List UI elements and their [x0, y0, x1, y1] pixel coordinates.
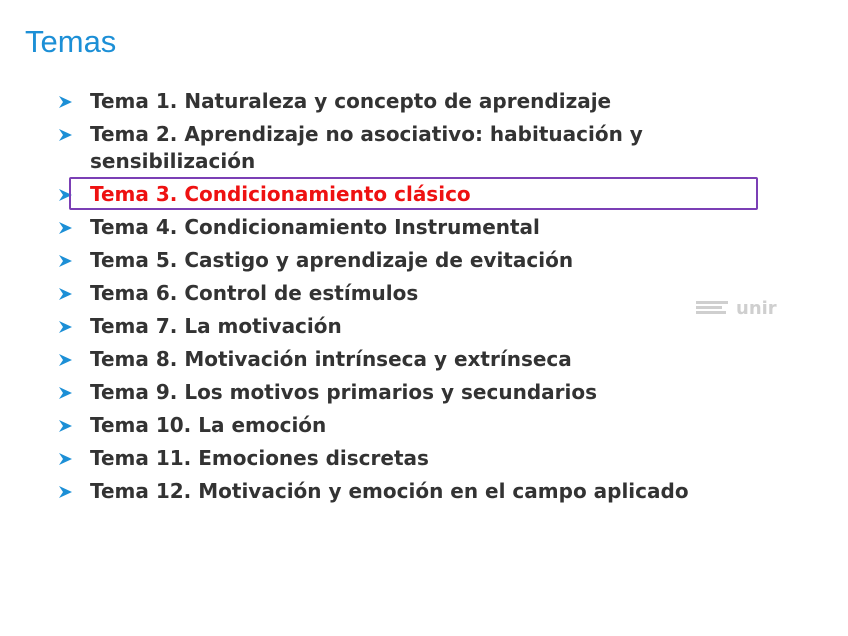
arrow-bullet-icon — [58, 319, 74, 335]
topic-list — [58, 88, 758, 511]
topic-item — [58, 412, 758, 439]
arrow-bullet-icon — [58, 286, 74, 302]
topic-label: Tema 11. Emociones discretas — [90, 446, 429, 470]
topic-label: Tema 10. La emoción — [90, 413, 327, 437]
topic-item — [58, 121, 758, 175]
arrow-bullet-icon — [58, 220, 74, 236]
arrow-bullet-icon — [58, 352, 74, 368]
unir-logo-watermark — [696, 296, 802, 318]
topic-label: Tema 3. Condicionamiento clásico — [90, 182, 471, 206]
topic-item — [58, 346, 758, 373]
unir-logo-text: unir — [736, 298, 777, 318]
topic-item — [58, 247, 758, 274]
topic-item — [58, 88, 758, 115]
topic-label: Tema 9. Los motivos primarios y secundarios — [90, 380, 597, 404]
arrow-bullet-icon — [58, 451, 74, 467]
topic-label: Tema 7. La motivación — [90, 314, 342, 338]
slide-title: Temas — [25, 24, 117, 59]
topic-label: Tema 6. Control de estímulos — [90, 281, 419, 305]
topic-label: Tema 5. Castigo y aprendizaje de evitación — [90, 248, 574, 272]
topic-item — [58, 379, 758, 406]
arrow-bullet-icon — [58, 418, 74, 434]
topic-item — [58, 280, 758, 307]
topic-item — [58, 313, 758, 340]
topic-item — [58, 478, 758, 505]
topic-label: Tema 2. Aprendizaje no asociativo: habituación y sensibilización — [90, 122, 643, 173]
arrow-bullet-icon — [58, 127, 74, 143]
topic-label: Tema 8. Motivación intrínseca y extrínseca — [90, 347, 572, 371]
topic-item — [58, 445, 758, 472]
arrow-bullet-icon — [58, 385, 74, 401]
topic-label: Tema 1. Naturaleza y concepto de aprendizaje — [90, 89, 612, 113]
topic-label: Tema 4. Condicionamiento Instrumental — [90, 215, 540, 239]
arrow-bullet-icon — [58, 253, 74, 269]
arrow-bullet-icon — [58, 94, 74, 110]
topic-item — [58, 214, 758, 241]
topic-item-current — [58, 181, 758, 208]
topic-label: Tema 12. Motivación y emoción en el campo aplicado — [90, 479, 689, 503]
arrow-bullet-icon — [58, 187, 74, 203]
arrow-bullet-icon — [58, 484, 74, 500]
